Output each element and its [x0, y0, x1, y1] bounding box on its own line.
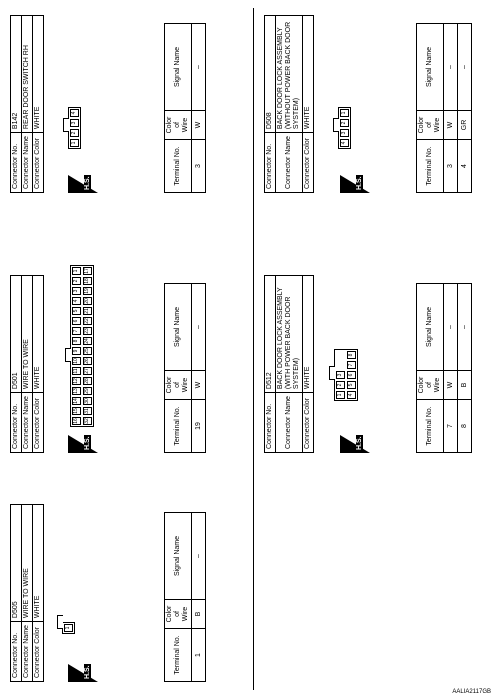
- connector-pin: 21: [84, 308, 90, 314]
- connector-pin: 5: [72, 307, 81, 315]
- hs-triangle: [68, 175, 98, 193]
- connector-latch: [329, 366, 335, 380]
- table-row: 3 W –: [444, 24, 458, 193]
- connector-pin: 8: [72, 337, 81, 345]
- connector-pin: 31: [84, 408, 90, 414]
- connector-latch: [63, 118, 69, 132]
- connector-pin: 11: [73, 368, 79, 374]
- connector-panel-b142: [10, 13, 250, 193]
- connector-pin: 7: [72, 327, 81, 335]
- connector-pin: 3: [70, 119, 79, 127]
- connector-pin: 15: [73, 408, 79, 414]
- hs-triangle: [68, 435, 98, 453]
- table-row: 19 W –: [192, 284, 206, 453]
- hs-triangle: [68, 664, 98, 682]
- connector-pin: 4: [72, 297, 81, 305]
- connector-pin: 4: [347, 391, 356, 399]
- pin-row: [69, 108, 80, 148]
- connector-info-table: Connector No. D508 Connector Name BACK DOOR LOCK ASSEMBLY (WITHOUT POWER BACK DOOR SYSTEM) Connector Color WHITE: [264, 15, 314, 193]
- connector-pin: 4: [340, 139, 349, 147]
- connector-pin: 24: [84, 338, 90, 344]
- connector-pin: 23: [84, 328, 90, 334]
- terminal-table: Terminal No. Color of Wire Signal Name 3 W – 4 GR –: [416, 23, 472, 193]
- connector-panel-d508: [264, 13, 490, 193]
- terminal-table: Terminal No. Color of Wire Signal Name 3 W –: [164, 23, 206, 193]
- connector-pin: 6: [72, 317, 81, 325]
- connector-face: [68, 107, 81, 149]
- connector-pin: 13: [73, 388, 79, 394]
- hs-symbol: H.S.: [68, 664, 98, 682]
- connector-info-table: Connector No. D505 Connector Name WIRE TO WIRE Connector Color WHITE: [10, 504, 44, 682]
- connector-latch: [333, 118, 339, 132]
- connector-pin: 20: [84, 298, 90, 304]
- connector-pin: 7: [347, 361, 356, 369]
- connector-face: [70, 265, 94, 427]
- connector-pin: 1: [70, 139, 79, 147]
- table-row: 7 W –: [444, 284, 458, 453]
- pin-row: [63, 623, 74, 633]
- table-row: 1 B –: [192, 513, 206, 682]
- pin-row: [339, 108, 350, 148]
- connector-face: [62, 622, 75, 634]
- terminal-table: Terminal No. Color of Wire Signal Name 7 W – 8 B –: [416, 283, 472, 453]
- table-row: 3 W –: [192, 24, 206, 193]
- connector-pin: 25: [84, 348, 90, 354]
- connector-pin: 12: [73, 378, 79, 384]
- hs-symbol: H.S.: [340, 175, 370, 193]
- connector-pin: 10: [73, 358, 79, 364]
- pin-row: [346, 350, 357, 400]
- hs-triangle: [340, 435, 370, 453]
- connector-pin: 27: [84, 368, 90, 374]
- connector-pin: 6: [347, 371, 356, 379]
- connector-pin: 26: [84, 358, 90, 364]
- hs-symbol: H.S.: [68, 435, 98, 453]
- figure-code: AALIA2117GB: [452, 689, 491, 695]
- connector-pin: 14: [73, 398, 79, 404]
- connector-pin: 8: [347, 351, 356, 359]
- connector-panel-d501: [10, 213, 250, 453]
- connector-pin: 29: [84, 388, 90, 394]
- connector-info-table: Connector No. D501 Connector Name WIRE TO WIRE Connector Color WHITE: [10, 275, 44, 453]
- connector-pin: 1: [64, 624, 73, 632]
- connector-pin: 4: [70, 109, 79, 117]
- pin-row: [335, 350, 346, 400]
- hs-symbol: H.S.: [340, 435, 370, 453]
- connector-pin: 3: [72, 287, 81, 295]
- connector-pin: 30: [84, 398, 90, 404]
- connector-pin: 19: [84, 288, 90, 294]
- connector-face: [338, 107, 351, 149]
- pin-row: [82, 266, 93, 426]
- connector-pin: 3: [336, 371, 345, 379]
- section-divider: [253, 8, 254, 690]
- connector-face: [334, 349, 358, 401]
- connector-pin: 16: [73, 418, 79, 424]
- connector-info-table: Connector No. B142 Connector Name REAR DOOR SWITCH RH Connector Color WHITE: [10, 15, 44, 193]
- connector-pin: 1: [72, 267, 81, 275]
- connector-pin: 22: [84, 318, 90, 324]
- connector-pin: 2: [340, 119, 349, 127]
- connector-pin: 2: [72, 277, 81, 285]
- connector-pin: 28: [84, 378, 90, 384]
- table-row: 4 GR –: [458, 24, 472, 193]
- connector-latch: [65, 348, 71, 362]
- table-row: 8 B –: [458, 284, 472, 453]
- connector-pin: 3: [340, 129, 349, 137]
- connector-pin: 17: [84, 268, 90, 274]
- connector-pin: 2: [336, 381, 345, 389]
- connector-panel-d505: [10, 482, 250, 682]
- terminal-table: Terminal No. Color of Wire Signal Name 19 W –: [164, 283, 206, 453]
- connector-pin: 5: [347, 381, 356, 389]
- hs-triangle: [340, 175, 370, 193]
- connector-info-table: Connector No. D512 Connector Name BACK DOOR LOCK ASSEMBLY (WITH POWER BACK DOOR SYSTEM) Connector Color WHITE: [264, 275, 314, 453]
- hs-symbol: H.S.: [68, 175, 98, 193]
- connector-latch: [57, 615, 63, 629]
- pin-row: [71, 266, 82, 426]
- connector-pin: 18: [84, 278, 90, 284]
- connector-panel-d512: [264, 213, 490, 453]
- connector-pin: 9: [72, 347, 81, 355]
- terminal-table: Terminal No. Color of Wire Signal Name 1 B –: [164, 512, 206, 682]
- connector-pin: 1: [340, 109, 349, 117]
- connector-pin: 32: [84, 418, 90, 424]
- connector-pin: 1: [336, 391, 345, 399]
- connector-pin: 2: [70, 129, 79, 137]
